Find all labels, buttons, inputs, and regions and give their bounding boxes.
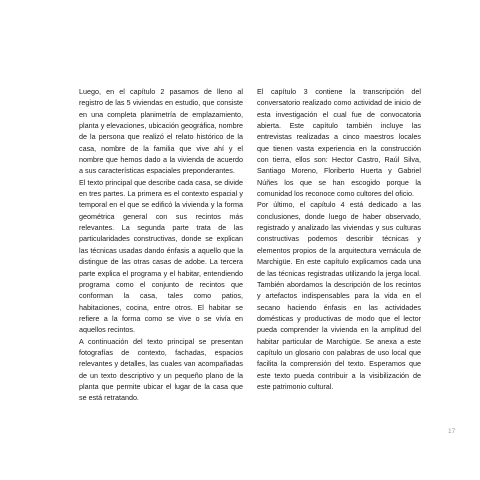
page-number: 17 <box>448 428 456 435</box>
paragraph: El texto principal que describe cada casa, se divide en tres partes. La primera es el contexto espacial y temporal en el que se edificó la vivienda y la forma geométrica general con sus recintos más relevantes. La segunda parte trata de las particularidades constructivas, donde se explican las técnicas usadas dando énfasis a aquello que la distingue de las otras casas de adobe. La tercera parte explica el programa y el habitar, entendiendo programa como el conjunto de recintos que conforman la casa, tales como patios, habitaciones, cocina, entre otros. El habitar se refiere a la forma como se vive o se vivía en aquellos recintos. <box>79 177 243 335</box>
paragraph: Por último, el capítulo 4 está dedicado a las conclusiones, donde luego de haber observado, registrado y analizado las viviendas y sus culturas constructivas podemos describir técnicas y elementos propios de la arquitectura vernácula de Marchigüe. En este capítulo explicamos cada una de las técnicas registradas utilizando la jerga local. También abordamos la descripción de los recintos y artefactos indispensables para la vida en el secano haciendo énfasis en las actividades domésticas y productivas de modo que el lector pueda comprender la vivienda en la amplitud del habitar particular de Marchigüe. Se anexa a este capítulo un glosario con palabras de uso local que facilita la comprensión del texto. Esperamos que este texto pueda contribuir a la visibilización de este patrimonio cultural. <box>257 200 421 391</box>
paragraph: A continuación del texto principal se presentan fotografías de contexto, fachadas, espacios relevantes y detalles, las cuales van acompañadas de un texto descriptivo y un pequeño plano de la planta que permite ubicar el lugar de la casa que se está retratando. <box>79 336 243 403</box>
paragraph: Luego, en el capítulo 2 pasamos de lleno al registro de las 5 viviendas en estudio, que consiste en una completa planimetría de emplazamiento, planta y elevaciones, ubicación geográfica, nombre de la persona que realizó el relato histórico de la casa, nombre de la familia que vive ahí y el nombre que hemos dado a la vivienda de acuerdo a sus características espaciales preponderantes. <box>79 87 243 176</box>
right-text-column <box>257 86 421 392</box>
left-text-column <box>79 86 243 404</box>
paragraph: El capítulo 3 contiene la transcripción del conversatorio realizado como actividad de inicio de esta investigación el cual fue de convocatoria abierta. Este capítulo también incluye las entrevistas realizadas a cinco maestros locales que tienen vasta experiencia en la construcción con tierra, ellos son: Hector Castro, Raúl Silva, Santiago Moreno, Floriberto Huerta y Gabriel Núñes los que se han escogido porque la comunidad los reconoce como cultores del oficio. <box>257 87 421 199</box>
